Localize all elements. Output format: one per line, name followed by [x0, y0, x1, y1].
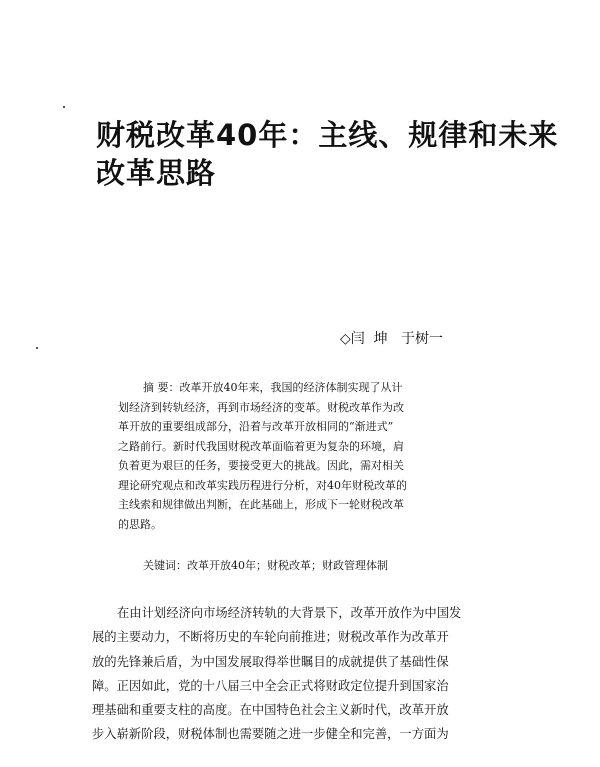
- body-line: 障。正因如此，党的十八届三中全会正式将财政定位提升到国家治: [92, 678, 449, 693]
- scan-speck: [36, 347, 38, 349]
- abstract-line: 主线索和规律做出判断，在此基础上，形成下一轮财税改革: [118, 498, 404, 511]
- abstract-line: 之路前行。新时代我国财税改革面临着更为复杂的环境，肩: [118, 439, 404, 453]
- body-paragraph: [92, 601, 512, 747]
- body-line: 步入崭新阶段，财税体制也需要随之进一步健全和完善，一方面为: [92, 727, 449, 742]
- abstract-line: 划经济到转轨经济，再到市场经济的变革。财税改革作为改: [118, 400, 404, 414]
- abstract-line: 摘 要：改革开放40年来，我国的经济体制实现了从计: [143, 381, 403, 394]
- article-authors: ◇闫 坤 于树一: [340, 331, 444, 347]
- article-title: [96, 116, 559, 192]
- abstract-block: [118, 378, 494, 534]
- article-title-line: 改革思路: [96, 156, 217, 190]
- body-line: 展的主要动力，不断将历史的车轮向前推进；财税改革作为改革开: [92, 630, 449, 645]
- body-line: 放的先锋兼后盾，为中国发展取得举世瞩目的成就提供了基础性保: [92, 654, 449, 669]
- article-title-line: 财税改革40年：主线、规律和未来: [96, 118, 559, 152]
- abstract-line: 革开放的重要组成部分，沿着与改革开放相同的“渐进式”: [118, 420, 394, 433]
- body-line: 在由计划经济向市场经济转轨的大背景下，改革开放作为中国发: [117, 606, 462, 620]
- scan-speck: [63, 106, 65, 108]
- abstract-line: 负着更为艰巨的任务，要接受更大的挑战。因此，需对相关: [118, 459, 404, 472]
- abstract-line: 的思路。: [118, 517, 162, 531]
- abstract-line: 理论研究观点和改革实践历程进行分析，对40年财税改革的: [118, 478, 407, 492]
- body-line: 理基础和重要支柱的高度。在中国特色社会主义新时代，改革开放: [92, 703, 449, 718]
- keywords: 关键词：改革开放40年；财税改革；财政管理体制: [143, 559, 388, 572]
